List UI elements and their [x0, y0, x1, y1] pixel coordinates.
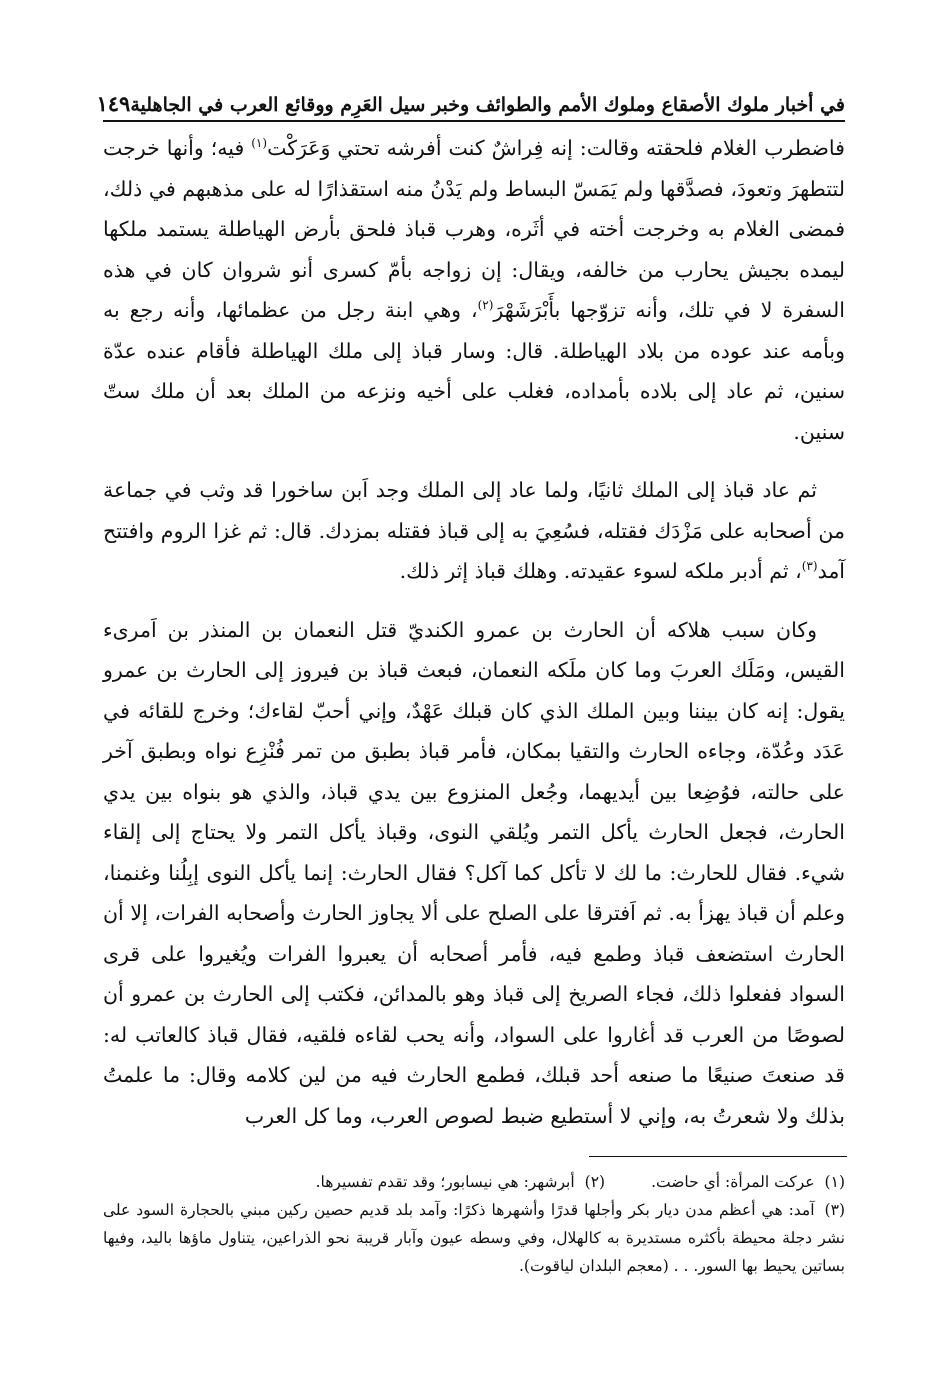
footnote-3-mark: (٣)	[824, 1201, 845, 1219]
page-number: ١٤٩	[96, 91, 131, 116]
paragraph-1-text-a: فاضطرب الغلام فلحقته وقالت: إنه فِراشٌ كنت أفرشه تحتي وَعَرَكْت	[267, 136, 845, 160]
footnote-2-mark: (٢)	[584, 1173, 606, 1191]
footnote-1-text: عركت المرأة: أي حاضت.	[651, 1173, 815, 1191]
footnote-3	[103, 1196, 845, 1280]
footnote-ref-3: (٣)	[801, 559, 818, 574]
footnotes	[103, 1168, 845, 1280]
paragraph-1	[103, 128, 845, 452]
footnote-ref-1: (١)	[251, 136, 268, 151]
footnote-ref-2: (٢)	[477, 298, 494, 313]
footnote-1	[651, 1168, 845, 1196]
footnote-row	[103, 1168, 845, 1196]
paragraph-3	[103, 610, 845, 1137]
footnote-2-text: أبرشهر: هي نيسابور؛ وقد تقدم تفسيرها.	[315, 1173, 575, 1191]
footnote-3-text: آمد: هي أعظم مدن ديار بكر وأجلها قدرًا وأشهرها ذكرًا: وآمد بلد قديم حصين ركين مبني بالحجارة السود على نشر دجلة محيطة بأكثره مستديرة به كالهلال، وفي وسطه عيون وآبار قريبة نحو الذراعين، يتناول ماؤها باليد، وفيها بساتين يحيط بها السور. . . (معجم البلدان لياقوت).	[103, 1201, 845, 1275]
paragraph-2	[103, 470, 845, 592]
paragraph-2-text-b: ، ثم أدبر ملكه لسوء عقيدته. وهلك قباذ إثر ذلك.	[399, 559, 802, 583]
paragraph-1-text-c: ، وهي ابنة رجل من عظمائها، وأنه رجع به وبأمه عند عوده من بلاد الهياطلة. قال: وسار قباذ إلى ملك الهياطلة فأقام عنده عدّة سنين، ثم عاد إلى بلاده بأمداده، فغلب على أخيه ونزعه من الملك بعد أن ملك ستّ سنين.	[103, 298, 845, 444]
body-text	[103, 128, 845, 1154]
paragraph-2-text-a: ثم عاد قباذ إلى الملك ثانيًا، ولما عاد إلى الملك وجد اَبن ساخورا قد وثب في جماعة من أصحابه على مَزْدَك فقتله، فسُعِيَ به إلى قباذ فقتله بمزدك. قال: ثم غزا الروم وافتتح آمد	[103, 478, 845, 583]
footnote-divider	[589, 1156, 847, 1157]
footnote-1-mark: (١)	[824, 1173, 845, 1191]
header-title: في أخبار ملوك الأصقاع وملوك الأمم والطوائف وخبر سيل العَرِم ووقائع العرب في الجاهلية	[130, 94, 845, 116]
paragraph-3-text: وكان سبب هلاكه أن الحارث بن عمرو الكنديّ قتل النعمان بن المنذر بن اَمرىء القيس، ومَلَك العربَ وما كان ملَكه النعمان، فبعث قباذ بن فيروز إلى الحارث بن عمرو يقول: إنه كان بيننا وبين الملك الذي كان قبلك عَهْدٌ، وإني أحبّ لقاءك؛ وخرج للقائه في عَدَد وعُدّة، وجاءه الحارث والتقيا بمكان، فأمر قباذ بطبق من تمر فُنْزِع نواه وبطبق آخر على حالته، فوُضِعا بين أيديهما، وجُعل المنزوع بين يدي قباذ، والذي هو بنواه بين يدي الحارث، فجعل الحارث يأكل التمر ويُلقي النوى، وقباذ يأكل التمر ولا يحتاج إلى إلقاء شيء. فقال للحارث: ما لك لا تأكل كما آكل؟ فقال الحارث: إنما يأكل النوى إبِلُنا وغنمنا، وعلم أن قباذ يهزأ به. ثم اَفترقا على الصلح على ألا يجاوز الحارث وأصحابه الفرات، إلا أن الحارث استضعف قباذ وطمع فيه، فأمر أصحابه أن يعبروا الفرات ويُغيروا على قرى السواد ففعلوا ذلك، فجاء الصريخ إلى قباذ وهو بالمدائن، فكتب إلى الحارث بن عمرو أن لصوصًا من العرب قد أغاروا على السواد، وأنه يحب لقاءه فلقيه، فقال قباذ كالعاتب له: قد صنعتَ صنيعًا ما صنعه أحد قبلك، فطمع الحارث فيه من لين كلامه وقال: ما علمتُ بذلك ولا شعرتُ به، وإني لا أستطيع ضبط لصوص العرب، وما كل العرب	[103, 617, 845, 1128]
footnote-2	[316, 1168, 606, 1196]
paragraph-1-text-b: فيه؛ وأنها خرجت لتتطهرَ وتعودَ، فصدَّقها ولم يَمَسّ البساط ولم يَدْنُ منه استقذارًا له على مذهبهم في ذلك، فمضى الغلام به وخرجت أخته في أثَره، وهرب قباذ فلحق بأرض الهياطلة يستمد ملكها ليمده بجيش يحارب من خالفه، ويقال: إن زواجه بأمّ كسرى أنو شروان كان في هذه السفرة لا في تلك، وأنه تزوّجها بأَبْرَشَهْرَ	[103, 136, 845, 322]
running-header	[96, 80, 845, 122]
